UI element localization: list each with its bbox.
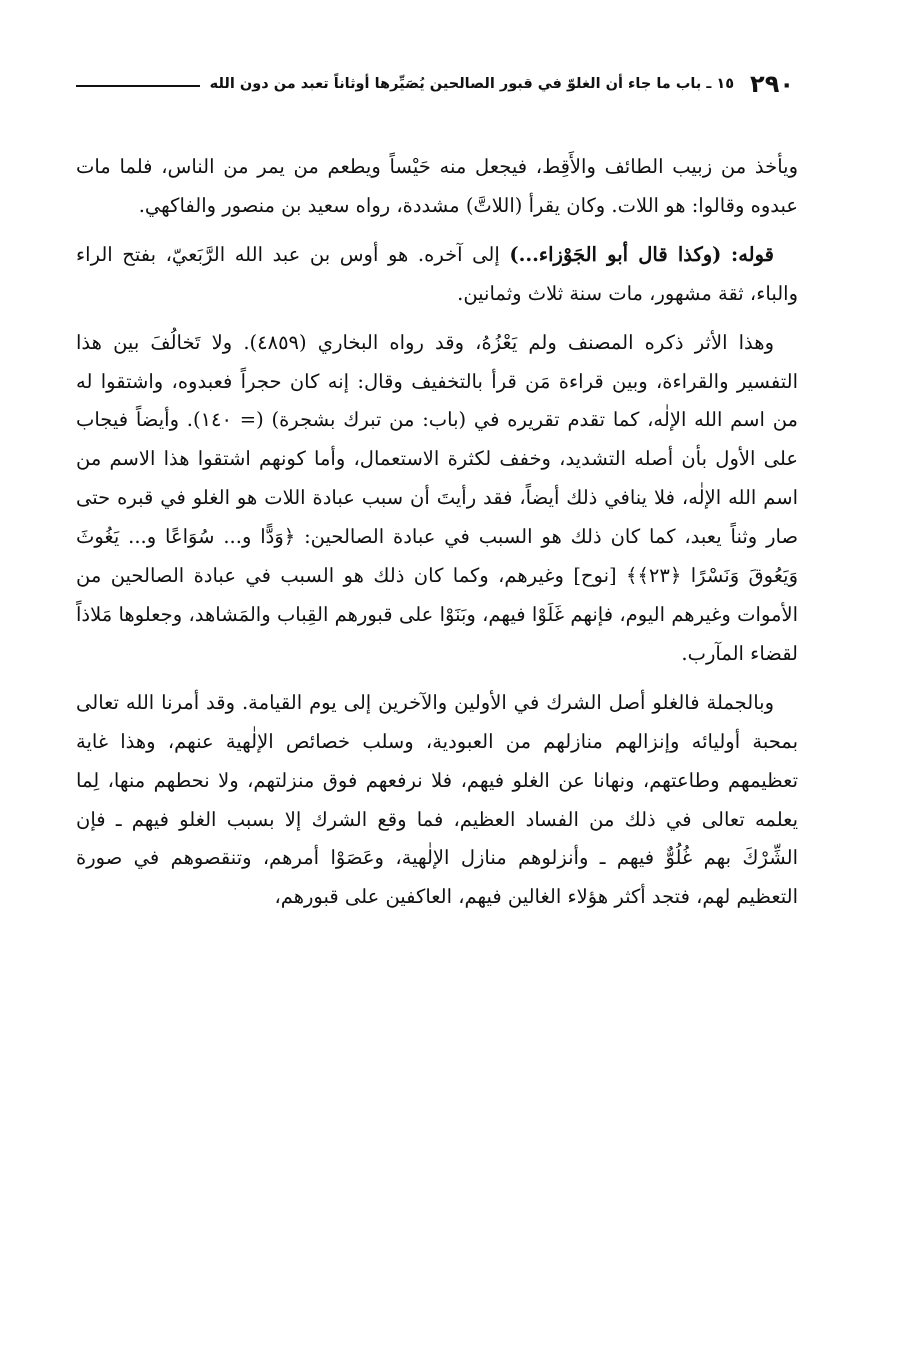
- body-text: [76, 148, 798, 917]
- book-page: [76, 62, 798, 1342]
- header-rule: [76, 85, 200, 87]
- paragraph-4: وبالجملة فالغلو أصل الشرك في الأولين والآخرين إلى يوم القيامة. وقد أمرنا الله تعالى بمحبة أوليائه وإنزالهم منازلهم من العبودية، وسلب خصائص الإلٰهية عنهم، وهذا غاية تعظيمهم وطاعتهم، ونهانا عن الغلو فيهم، فلا نرفعهم فوق منزلتهم، ولا نحطهم منها، لِما يعلمه تعالى في ذلك من الفساد العظيم، فما وقع الشرك إلا بسبب الغلو فيهم ـ فإن الشِّرْكَ بهم غُلُوٌّ فيهم ـ وأنزلوهم منازل الإلٰهية، وعَصَوْا أمرهم، وتنقصوهم في صورة التعظيم لهم، فتجد أكثر هؤلاء الغالين فيهم، العاكفين على قبورهم،: [76, 690, 798, 909]
- paragraph-3: وهذا الأثر ذكره المصنف ولم يَعْزُهُ، وقد رواه البخاري (٤٨٥٩). ولا تَخالُفَ بين هذا التفسير والقراءة، وبين قراءة مَن قرأ بالتخفيف وقال: إنه كان حجراً فعبدوه، واشتقوا له من اسم الله الإلٰه، كما تقدم تقريره في (باب: من تبرك بشجرة) (= ١٤٠). وأيضاً فيجاب على الأول بأن أصله التشديد، وخفف لكثرة الاستعمال، وأما كونهم اشتقوا هذا الاسم من اسم الله الإلٰه، فلا ينافي ذلك أيضاً، فقد رأيتَ أن سبب عبادة اللات هو الغلو في قبره حتى صار وثناً يعبد، كما كان ذلك هو السبب في عبادة الصالحين: ﴿وَدًّا و... سُوَاعًا و... يَغُوثَ وَيَعُوقَ وَنَسْرًا ﴿٢٣﴾﴾ [نوح] وغيرهم، وكما كان ذلك هو السبب في عبادة الصالحين من الأموات وغيرهم اليوم، فإنهم غَلَوْا فيهم، وبَنَوْا على قبورهم القِباب والمَشاهد، وجعلوها مَلاذاً لقضاء المآرب.: [76, 330, 798, 665]
- page-header: [76, 62, 798, 106]
- paragraph-2: [76, 236, 798, 314]
- paragraph-1: ويأخذ من زبيب الطائف والأَقِط، فيجعل منه حَيْساً ويطعم من يمر من الناس، فلما مات عبدوه وقالوا: هو اللات. وكان يقرأ (اللاتَّ) مشددة، رواه سعيد بن منصور والفاكهي.: [76, 155, 798, 217]
- quoted-phrase: (وكذا قال أبو الجَوْزاء...): [509, 242, 722, 266]
- page-number: ٢٩٠: [750, 70, 794, 98]
- running-title: ١٥ ـ باب ما جاء أن الغلوّ في قبور الصالحين يُصَيِّرها أوثاناً تعبد من دون الله: [209, 76, 735, 92]
- paragraph-2-text: إلى آخره. هو أوس بن عبد الله الرَّبَعيّ، بفتح الراء والباء، ثقة مشهور، مات سنة ثلاث وثمانين.: [76, 242, 798, 305]
- lead-word: قوله:: [731, 242, 774, 266]
